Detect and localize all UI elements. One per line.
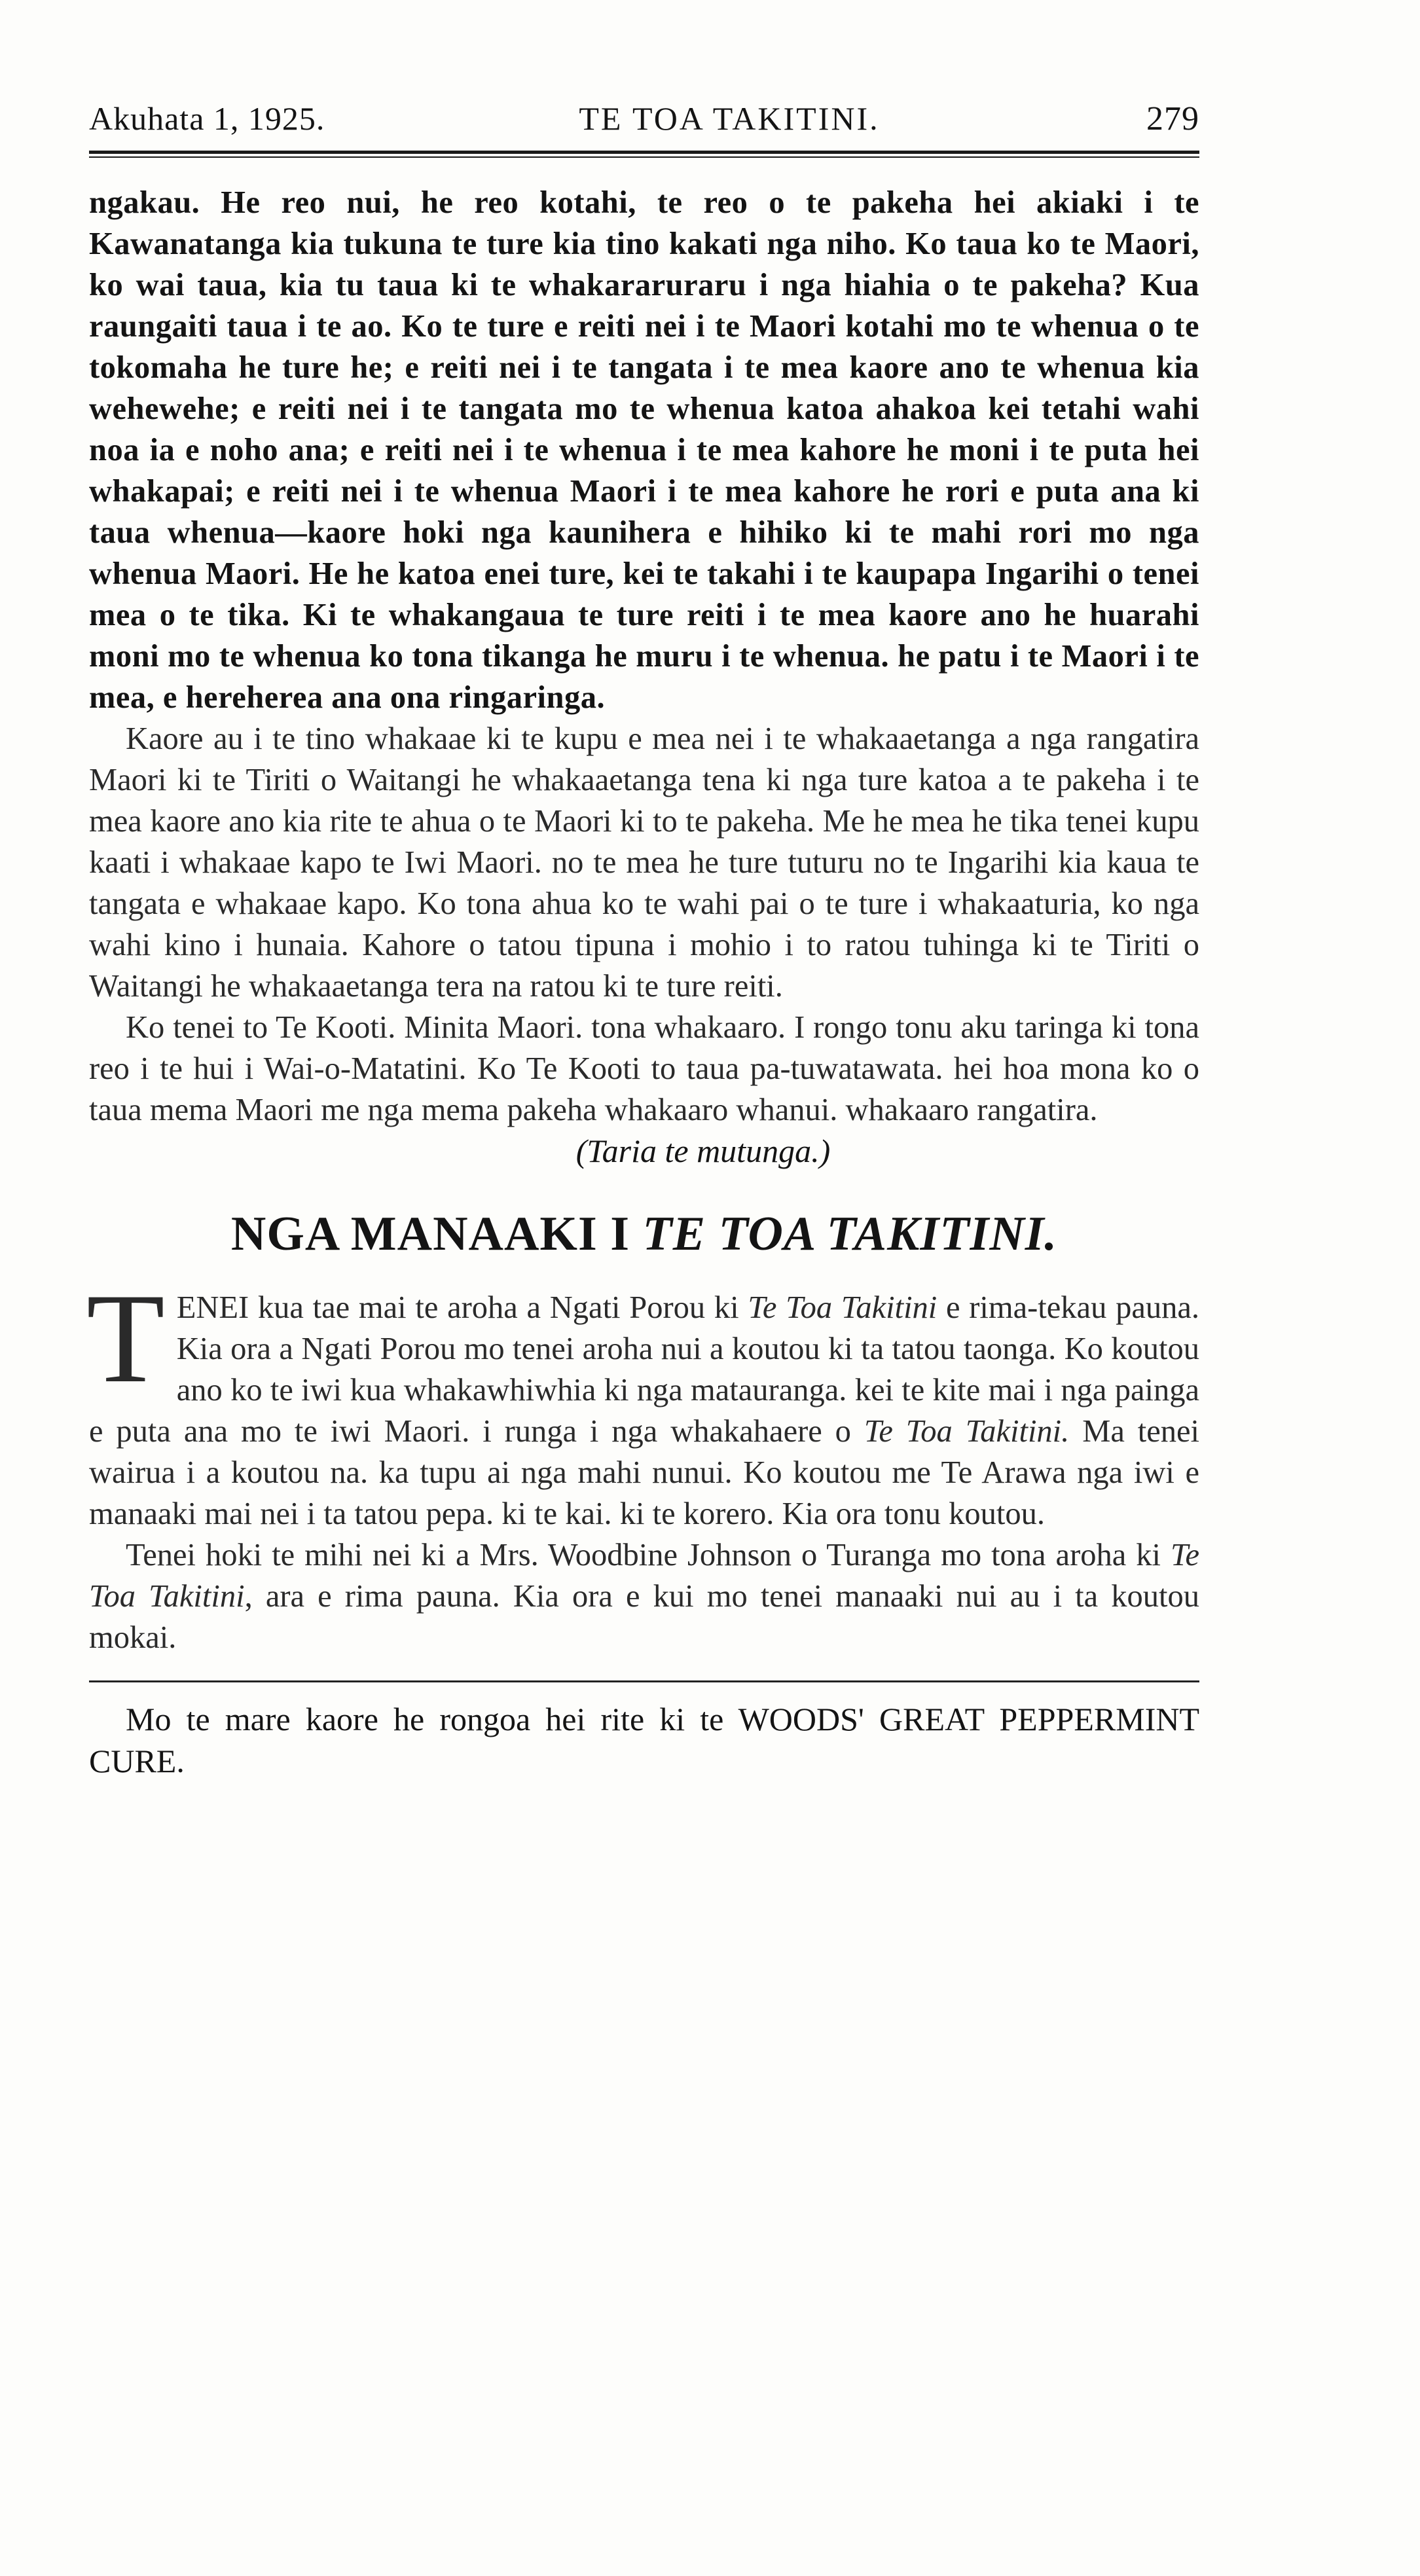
section-paragraph: [86, 1267, 1199, 1534]
publication-name: Te Toa Takitini.: [864, 1414, 1070, 1449]
section-text: , ara e rima pauna. Kia ora e kui mo tenei manaaki nui au i ta koutou mokai.: [89, 1579, 1200, 1655]
section-heading-plain: NGA MANAAKI I: [230, 1207, 643, 1261]
article-paragraph-continued: ngakau. He reo nui, he reo kotahi, te reo o te pakeha hei akiaki i te Kawanatanga kia tukuna te ture kia tino kakati nga niho. Ko taua ko te Maori, ko wai taua, kia tu taua ki te whakararuraru i nga hiahia o te pakeha? Kua raungaiti taua i te ao. Ko te ture e reiti nei i te Maori kotahi mo te whenua o te tokomaha he ture he; e reiti nei i te tangata i te mea kaore ano te whenua kia wehewehe; e reiti nei i te tangata mo te whenua katoa ahakoa kei tetahi wahi noa ia e noho ana; e reiti nei i te whenua i te mea kahore he moni i te puta hei whakapai; e reiti nei i te whenua Maori i te mea kahore he rori e puta ana ki taua whenua—kaore hoki nga kaunihera e hihiko ki te mahi rori mo nga whenua Maori. He he katoa enei ture, kei te takahi i te kaupapa Ingarihi o tenei mea o te tika. Ki te whakangaua te ture reiti i te mea kaore ano he huarahi moni mo te whenua ko tona tikanga he muru i te whenua. he patu i te Maori i te mea, e herehereа ana ona ringaringa.: [89, 185, 1199, 715]
section-text: Ma tenei wairua i a koutou na. ka tupu ai nga mahi nunui. Ko koutou me Te Arawa nga iwi e manaaki mai nei i ta tatou pepa. ki te kai. ki te korero. Kia ora tonu koutou.: [89, 1414, 1199, 1531]
publication-name: Te Toa Takitini: [748, 1290, 938, 1325]
publication-name: Te Toa Takitini: [89, 1538, 1199, 1614]
section-paragraph: [89, 1534, 1199, 1658]
divider: [89, 1680, 1199, 1682]
header-journal-title: TE TOA TAKITINI.: [579, 100, 880, 137]
section-heading: [89, 1205, 1199, 1263]
header-rule: [89, 151, 1199, 158]
article-paragraph: Kaore au i te tino whakaae ki te kupu e mea nei i te whakaaetanga a nga rangatira Maori ki te Tiriti o Waitangi he whakaaetanga tena ki nga ture katoa a te pakeha i te mea kaore ano kia rite te ahua o te Maori ki to te pakeha. Me he mea he tika tenei kupu kaati i whakaae kapo te Iwi Maori. no te mea he ture tuturu no te Ingarihi kia kaua te tangata e whakaae kapo. Ko tona ahua ko te wahi pai o te ture i whakaaturia, ko nga wahi kino i hunaia. Kahore o tatou tipuna i mohio i to ratou tuhinga ki te Tiriti o Waitangi he whakaaetanga tera na ratou ki te ture reiti.: [89, 721, 1199, 1004]
drop-cap: T: [86, 1267, 165, 1409]
advertisement-notice: Mo te mare kaore he rongoa hei rite ki te WOODS' GREAT PEPPERMINT CURE.: [89, 1701, 1199, 1779]
section-heading-italic: TE TOA TAKITINI.: [642, 1207, 1058, 1261]
header-date: Akuhata 1, 1925.: [89, 100, 325, 137]
page-number: 279: [1146, 100, 1199, 137]
section-text: Tenei hoki te mihi nei ki a Mrs. Woodbine Johnson o Turanga mo tona aroha ki: [126, 1538, 1171, 1572]
section-text: ENEI kua tae mai te aroha a Ngati Porou ki: [176, 1290, 748, 1325]
running-header: [89, 100, 1199, 152]
continued-note: (Taria te mutunga.): [575, 1133, 831, 1169]
section-text: e rima-tekau pauna. Kia ora a Ngati Porou mo tenei aroha nui a koutou ki ta tatou taonga. Ko koutou ano ko te iwi kua whakawhiwhia ki nga matauranga. kei te kite mai i nga painga e puta ana mo te iwi Maori. i runga i nga whakahaere o: [89, 1290, 1199, 1449]
article-paragraph: Ko tenei to Te Kooti. Minita Maori. tona whakaaro. I rongo tonu aku taringa ki tona reo i te hui i Wai-o-Matatini. Ko Te Kooti to taua pa-tuwatawata. hei hoa mona ko o taua mema Maori me nga mema pakeha whakaaro whanui. whakaaro rangatira.: [89, 1010, 1199, 1127]
article-body: [86, 182, 1200, 1782]
